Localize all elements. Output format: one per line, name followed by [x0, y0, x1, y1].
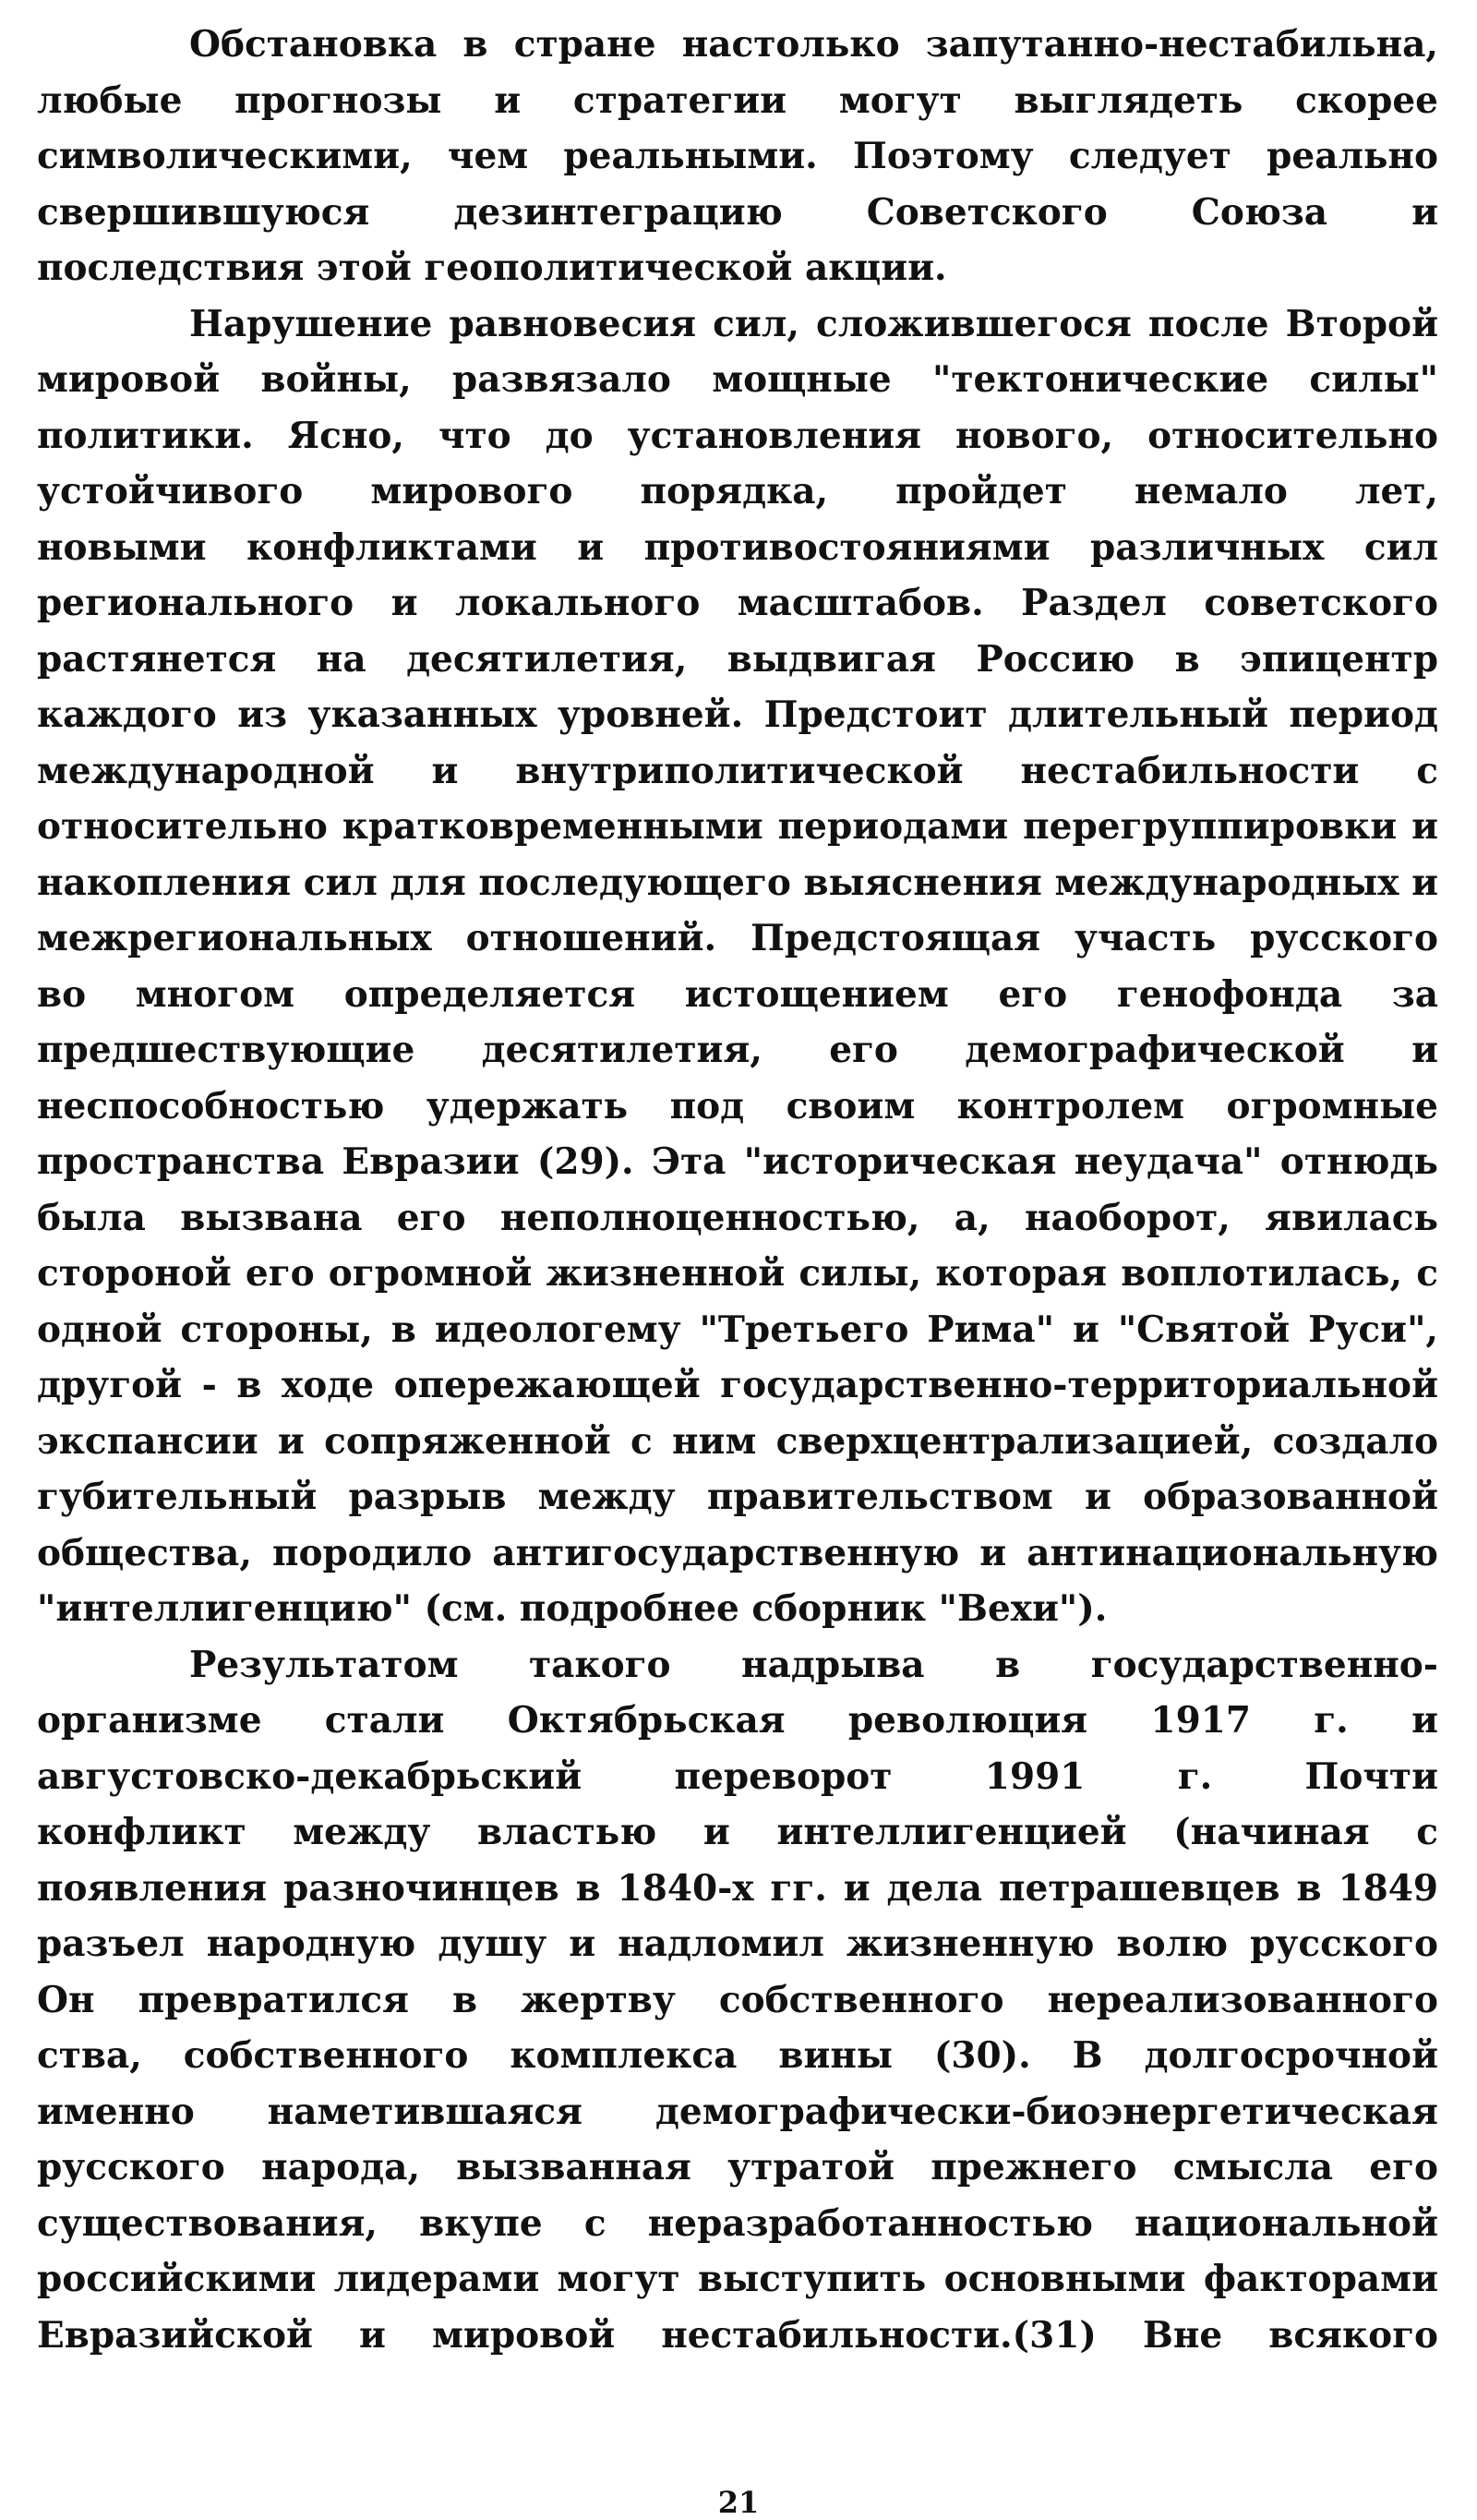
- text-line: российскими лидерами могут выступить основными факторами: [37, 2258, 1438, 2300]
- text-line: во многом определяется истощением его генофонда за: [37, 972, 1438, 1016]
- text-line: мировой войны, развязало мощные "тектонические силы": [37, 358, 1438, 401]
- text-line: каждого из указанных уровней. Предстоит длительный период: [37, 693, 1438, 736]
- text-line: стороной его огромной жизненной силы, которая воплотилась, с: [37, 1252, 1438, 1295]
- text-line: любые прогнозы и стратегии могут выглядеть скорее: [37, 78, 1438, 122]
- text-line: появления разночинцев в 1840-х гг. и дела петрашевцев в 1849: [37, 1866, 1438, 1910]
- text-line: предшествующие десятилетия, его демографической и: [37, 1029, 1438, 1071]
- text-line: "интеллигенцию" (см. подробнее сборник "Вехи").: [37, 1587, 1108, 1630]
- text-line: общества, породило антигосударственную и антинациональную: [37, 1531, 1438, 1574]
- text-line: Результатом такого надрыва в государственно-: [189, 1643, 1438, 1686]
- text-line: была вызвана его неполноценностью, а, наоборот, явилась: [37, 1196, 1438, 1239]
- text-line: относительно кратковременными периодами перегруппировки и: [37, 805, 1438, 848]
- text-line: русского народа, вызванная утратой прежнего смысла его: [37, 2146, 1438, 2188]
- text-line: свершившуюся дезинтеграцию Советского Союза и: [37, 190, 1438, 234]
- text-line: разъел народную душу и надломил жизненную волю русского: [37, 1923, 1438, 1965]
- text-line: политики. Ясно, что до установления нового, относительно: [37, 414, 1438, 457]
- text-line: новыми конфликтами и противостояниями различных сил: [37, 525, 1438, 569]
- text-line: Обстановка в стране настолько запутанно-нестабильна,: [189, 23, 1438, 66]
- text-line: регионального и локального масштабов. Раздел советского: [37, 582, 1438, 624]
- text-line: международной и внутриполитической нестабильности с: [37, 749, 1438, 792]
- text-line: августовско-декабрьский переворот 1991 г. Почти: [37, 1754, 1438, 1798]
- text-line: Евразийской и мировой нестабильности.(31) Вне всякого: [37, 2313, 1438, 2357]
- text-line: неспособностью удержать под своим контролем огромные: [37, 1084, 1438, 1127]
- text-line: существования, вкупе с неразработанностью национальной: [37, 2201, 1438, 2245]
- body-text: [37, 17, 1438, 2363]
- text-line: накопления сил для последующего выяснения международных и: [37, 861, 1438, 904]
- text-line: именно наметившаяся демографически-биоэнергетическая: [37, 2090, 1438, 2133]
- text-line: одной стороны, в идеологему "Третьего Рима" и "Святой Руси",: [37, 1308, 1438, 1351]
- text-line: символическими, чем реальными. Поэтому следует реально: [37, 135, 1438, 177]
- text-line: экспансии и сопряженной с ним сверхцентрализацией, создало: [37, 1419, 1438, 1463]
- text-line: конфликт между властью и интеллигенцией (начиная с: [37, 1811, 1438, 1853]
- text-line: растянется на десятилетия, выдвигая Россию в эпицентр: [37, 637, 1438, 681]
- text-line: другой - в ходе опережающей государственно-территориальной: [37, 1364, 1438, 1406]
- text-line: Он превратился в жертву собственного нереализованного: [37, 1978, 1438, 2021]
- text-line: организме стали Октябрьская революция 1917 г. и: [37, 1699, 1438, 1742]
- text-line: устойчивого мирового порядка, пройдет немало лет,: [37, 470, 1438, 512]
- page-number: 21: [717, 2485, 760, 2520]
- text-line: ства, собственного комплекса вины (30). В долгосрочной: [37, 2034, 1438, 2077]
- text-line: губительный разрыв между правительством и образованной: [37, 1476, 1438, 1518]
- text-line: межрегиональных отношений. Предстоящая участь русского: [37, 917, 1438, 959]
- text-line: последствия этой геополитической акции.: [37, 247, 947, 289]
- text-line: пространства Евразии (29). Эта "историческая неудача" отнюдь: [37, 1140, 1438, 1183]
- text-line: Нарушение равновесия сил, сложившегося после Второй: [189, 302, 1438, 345]
